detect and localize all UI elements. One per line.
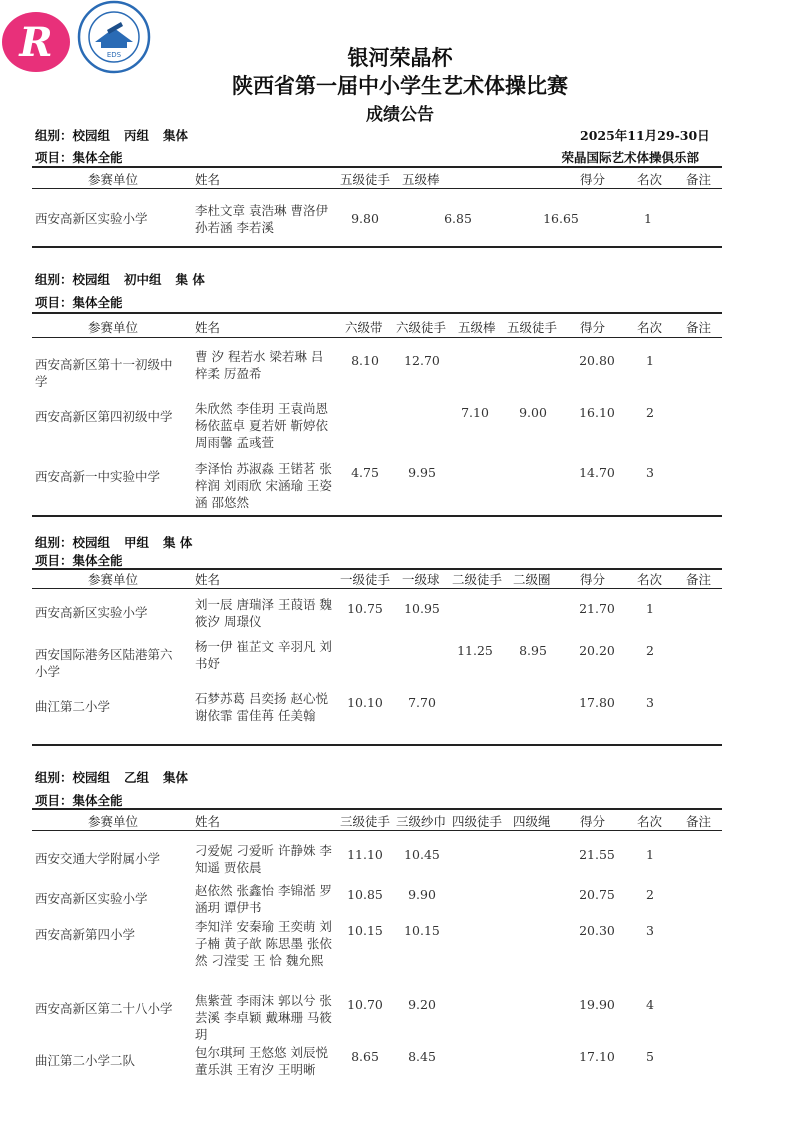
- logo-letter: R: [19, 19, 53, 66]
- score-score: 17.10: [579, 1049, 615, 1064]
- participating-unit: 西安国际港务区陆港第六小学: [35, 647, 173, 679]
- score-rank: 2: [646, 887, 654, 902]
- title-cup: 银河荣晶杯: [347, 45, 453, 70]
- athlete-names: 刁爱妮 刁爱昕 许静姝 李知遥 贾依晨: [195, 843, 332, 875]
- score-rank: 3: [646, 923, 654, 938]
- score-rank: 1: [646, 847, 654, 862]
- score-s1: 9.80: [351, 211, 379, 226]
- item-label: 项目：集体全能: [35, 150, 123, 165]
- header-rule: [32, 188, 722, 189]
- athlete-names: 李泽怡 苏淑淼 王锘茗 张梓润 刘雨欣 宋涵瑜 王姿涵 邵悠然: [195, 461, 332, 510]
- participating-unit: 西安高新第四小学: [35, 927, 136, 942]
- table-top-rule: [32, 808, 722, 810]
- score-s1: 8.10: [351, 353, 379, 368]
- score-rank: 1: [644, 211, 652, 226]
- column-header-note: 备注: [686, 572, 712, 587]
- table-bottom-rule: [32, 744, 722, 746]
- score-s2: 7.70: [408, 695, 436, 710]
- column-header-names: 姓名: [195, 572, 221, 587]
- score-s4: 8.95: [519, 643, 547, 658]
- athlete-names: 李知洋 安秦瑜 王奕萌 刘子楠 黄子歆 陈思墨 张依然 刁滢雯 王 恰 魏允熙: [195, 919, 332, 968]
- group-label: 组别：校园组: [35, 272, 111, 287]
- score-score: 20.30: [579, 923, 615, 938]
- score-s2: 6.85: [444, 211, 472, 226]
- score-score: 14.70: [579, 465, 615, 480]
- organizer-club: 荣晶国际艺术体操俱乐部: [561, 150, 699, 165]
- group-label: [35, 768, 202, 786]
- column-header-score: 得分: [580, 320, 606, 335]
- column-header-s2: 一级球: [402, 572, 440, 587]
- score-s2: 8.45: [408, 1049, 436, 1064]
- score-s1: 10.70: [347, 997, 383, 1012]
- column-header-s4: 五级徒手: [507, 320, 558, 335]
- score-s2: 10.45: [404, 847, 440, 862]
- score-rank: 2: [646, 405, 654, 420]
- score-rank: 2: [646, 643, 654, 658]
- participating-unit: 曲江第二小学二队: [35, 1053, 136, 1068]
- item-label: 项目：集体全能: [35, 295, 123, 310]
- score-score: 20.20: [579, 643, 615, 658]
- column-header-rank: 名次: [637, 172, 663, 187]
- participating-unit: 西安高新区第四初级中学: [35, 409, 173, 424]
- score-s2: 9.95: [408, 465, 436, 480]
- participating-unit: 西安高新一中实验中学: [35, 469, 161, 484]
- column-header-s3: 五级棒: [458, 320, 496, 335]
- item-label: 项目：集体全能: [35, 553, 123, 568]
- athlete-names: 李杜文章 袁浩琳 曹洛伊 孙若涵 李若溪: [195, 203, 328, 235]
- column-header-s3: 四级徒手: [452, 814, 503, 829]
- column-header-s2: 五级棒: [402, 172, 440, 187]
- participating-unit: 西安高新区实验小学: [35, 891, 148, 906]
- participating-unit: 西安高新区第二十八小学: [35, 1001, 173, 1016]
- group-label: [35, 270, 219, 288]
- column-header-names: 姓名: [195, 172, 221, 187]
- athlete-names: 刘一辰 唐瑞泽 王葭语 魏筱汐 周璟仪: [195, 597, 332, 629]
- column-header-unit: 参赛单位: [88, 572, 139, 587]
- group-label: [35, 533, 206, 551]
- score-score: 20.75: [579, 887, 615, 902]
- group-label: 组别：校园组: [35, 770, 111, 785]
- score-s1: 10.75: [347, 601, 383, 616]
- athlete-names: 包尔琪珂 王悠悠 刘辰悦 董乐淇 王宥汐 王明晰: [195, 1045, 328, 1077]
- score-score: 17.80: [579, 695, 615, 710]
- score-s1: 11.10: [347, 847, 383, 862]
- column-header-s1: 六级带: [345, 320, 383, 335]
- score-score: 21.55: [579, 847, 615, 862]
- group-label: 组别：校园组: [35, 535, 111, 550]
- group-type: 集 体: [163, 535, 193, 550]
- score-s2: 9.20: [408, 997, 436, 1012]
- table-bottom-rule: [32, 515, 722, 517]
- column-header-rank: 名次: [637, 814, 663, 829]
- score-score: 20.80: [579, 353, 615, 368]
- column-header-s2: 三级纱巾: [396, 814, 447, 829]
- score-s1: 8.65: [351, 1049, 379, 1064]
- group-level: 乙组: [124, 770, 150, 785]
- table-top-rule: [32, 166, 722, 168]
- column-header-names: 姓名: [195, 320, 221, 335]
- column-header-s4: 二级圈: [513, 572, 551, 587]
- column-header-score: 得分: [580, 172, 606, 187]
- score-rank: 1: [646, 601, 654, 616]
- score-rank: 5: [646, 1049, 654, 1064]
- title-competition: 陕西省第一届中小学生艺术体操比赛: [232, 73, 568, 98]
- column-header-s1: 三级徒手: [340, 814, 391, 829]
- group-level: 初中组: [124, 272, 162, 287]
- group-label: 组别：校园组: [35, 128, 111, 143]
- column-header-note: 备注: [686, 172, 712, 187]
- column-header-unit: 参赛单位: [88, 320, 139, 335]
- participating-unit: 西安高新区实验小学: [35, 211, 148, 226]
- group-type: 集体: [163, 770, 189, 785]
- column-header-unit: 参赛单位: [88, 814, 139, 829]
- column-header-s3: 二级徒手: [452, 572, 503, 587]
- column-header-note: 备注: [686, 320, 712, 335]
- score-score: 19.90: [579, 997, 615, 1012]
- column-header-s4: 四级绳: [513, 814, 551, 829]
- group-label: [35, 126, 202, 144]
- score-rank: 3: [646, 695, 654, 710]
- score-s2: 10.15: [404, 923, 440, 938]
- athlete-names: 焦紫萱 李雨沫 郭以兮 张芸溪 李卓颖 戴琳珊 马筱玥: [195, 993, 332, 1042]
- score-s3: 11.25: [457, 643, 493, 658]
- column-header-rank: 名次: [637, 320, 663, 335]
- column-header-unit: 参赛单位: [88, 172, 139, 187]
- score-s2: 12.70: [404, 353, 440, 368]
- header-rule: [32, 588, 722, 589]
- item-label: 项目：集体全能: [35, 793, 123, 808]
- score-s1: 10.15: [347, 923, 383, 938]
- participating-unit: 曲江第二小学: [35, 699, 111, 714]
- header-rule: [32, 830, 722, 831]
- column-header-rank: 名次: [637, 572, 663, 587]
- participating-unit: 西安高新区第十一初级中学: [35, 357, 173, 389]
- score-s4: 9.00: [519, 405, 547, 420]
- column-header-s1: 五级徒手: [340, 172, 391, 187]
- score-score: 16.10: [579, 405, 615, 420]
- score-s1: 10.10: [347, 695, 383, 710]
- table-bottom-rule: [32, 246, 722, 248]
- table-top-rule: [32, 312, 722, 314]
- header-rule: [32, 337, 722, 338]
- group-type: 集 体: [175, 272, 205, 287]
- score-rank: 3: [646, 465, 654, 480]
- column-header-s2: 六级徒手: [396, 320, 447, 335]
- score-s1: 10.85: [347, 887, 383, 902]
- group-level: 甲组: [124, 535, 150, 550]
- column-header-names: 姓名: [195, 814, 221, 829]
- score-rank: 1: [646, 353, 654, 368]
- participating-unit: 西安高新区实验小学: [35, 605, 148, 620]
- athlete-names: 赵依然 张鑫怡 李锦湉 罗涵玥 谭伊书: [195, 883, 332, 915]
- athlete-names: 朱欣然 李佳玥 王袁尚恩 杨依蓝卓 夏若妍 靳婷依 周雨馨 孟彧萱: [195, 401, 328, 450]
- group-level: 丙组: [124, 128, 150, 143]
- athlete-names: 石梦苏葛 吕奕扬 赵心悦 谢依霏 雷佳苒 任美翰: [195, 691, 328, 723]
- group-type: 集体: [163, 128, 189, 143]
- title-results: 成绩公告: [366, 105, 434, 125]
- column-header-s1: 一级徒手: [340, 572, 391, 587]
- column-header-score: 得分: [580, 814, 606, 829]
- participating-unit: 西安交通大学附属小学: [35, 851, 161, 866]
- column-header-note: 备注: [686, 814, 712, 829]
- score-rank: 4: [646, 997, 654, 1012]
- column-header-score: 得分: [580, 572, 606, 587]
- score-s2: 9.90: [408, 887, 436, 902]
- score-score: 21.70: [579, 601, 615, 616]
- score-s1: 4.75: [351, 465, 379, 480]
- score-s2: 10.95: [404, 601, 440, 616]
- score-score: 16.65: [543, 211, 579, 226]
- athlete-names: 杨一伊 崔芷文 辛羽凡 刘书妤: [195, 639, 332, 671]
- seal-abbrev: EDS: [106, 51, 122, 59]
- athlete-names: 曹 汐 程若水 梁若琳 吕梓柔 厉盈希: [195, 349, 324, 381]
- competition-date: 2025年11月29-30日: [580, 128, 710, 143]
- score-s3: 7.10: [461, 405, 489, 420]
